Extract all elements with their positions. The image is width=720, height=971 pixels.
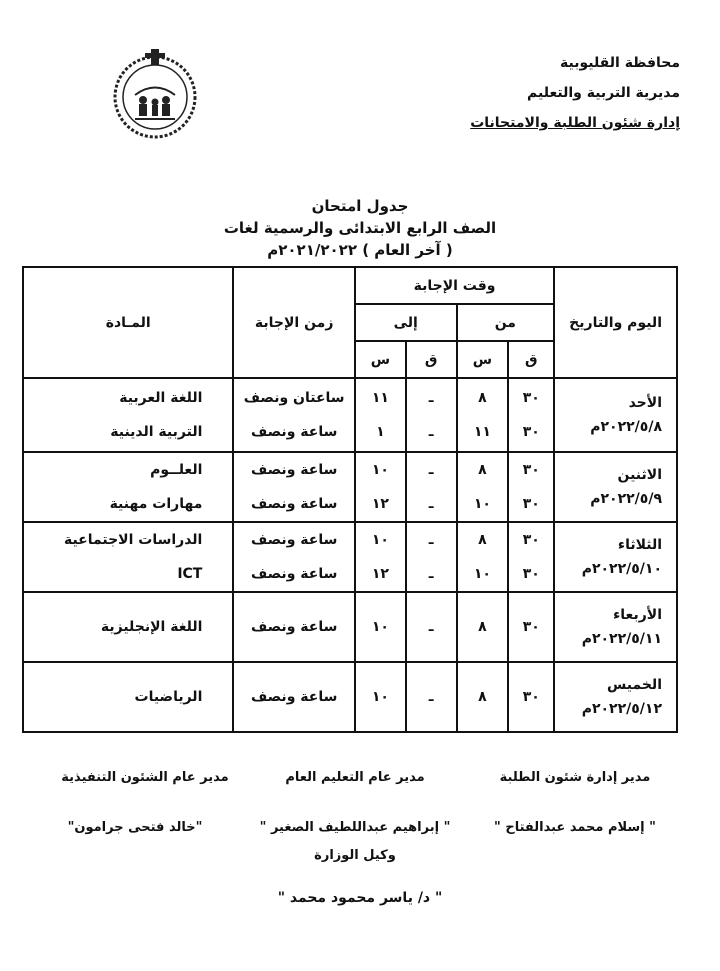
sig-general-education-title: مدير عام التعليم العام <box>285 770 425 785</box>
header-to-hours: س <box>355 341 406 378</box>
subject: اللغة العربية التربية الدينية <box>23 378 233 452</box>
day-date: ٢٠٢٢/٥/١٠م <box>581 561 662 577</box>
duration: ساعة ونصف ساعة ونصف <box>233 452 355 522</box>
to-minutes: ـ <box>406 592 457 662</box>
title-line-1: جدول امتحان <box>311 197 409 215</box>
day-cell <box>554 452 677 522</box>
header-organization <box>470 48 680 138</box>
to-minutes: ـ ـ <box>406 452 457 522</box>
governorate-label: محافظة القليوبية <box>560 55 680 71</box>
to-hours: ١٠ ١٢ <box>355 452 406 522</box>
day-name: الأربعاء <box>613 607 662 623</box>
exam-schedule-table <box>22 266 678 733</box>
header-duration: زمن الإجابة <box>233 267 355 378</box>
table-row <box>23 662 677 732</box>
document-titles <box>0 195 720 261</box>
to-minutes: ـ ـ <box>406 522 457 592</box>
day-name: الاثنين <box>617 467 662 483</box>
day-date: ٢٠٢٢/٥/١١م <box>581 631 662 647</box>
sig-executive-affairs-title: مدير عام الشئون التنفيذية <box>61 770 229 785</box>
from-minutes: ٣٠ <box>508 592 554 662</box>
header-from-hours: س <box>457 341 509 378</box>
from-minutes: ٣٠ ٣٠ <box>508 378 554 452</box>
header-from-minutes: ق <box>508 341 554 378</box>
to-hours: ١١ ١ <box>355 378 406 452</box>
table-row <box>23 522 677 592</box>
duration: ساعة ونصف <box>233 662 355 732</box>
subject: الدراسات الاجتماعية ICT <box>23 522 233 592</box>
header-to: إلى <box>355 304 457 341</box>
from-hours: ٨ <box>457 662 509 732</box>
to-hours: ١٠ <box>355 592 406 662</box>
duration: ساعة ونصف <box>233 592 355 662</box>
day-name: الثلاثاء <box>617 537 662 553</box>
from-minutes: ٣٠ ٣٠ <box>508 522 554 592</box>
table-row <box>23 378 677 452</box>
day-cell <box>554 522 677 592</box>
sig-student-affairs-name: " إسلام محمد عبدالفتاح " <box>494 820 656 835</box>
sig-deputy-name: " د/ ياسر محمود محمد " <box>277 890 443 906</box>
table-row <box>23 592 677 662</box>
sig-executive-affairs-name: "خالد فتحى جرامون" <box>67 820 203 835</box>
day-cell <box>554 378 677 452</box>
subject: اللغة الإنجليزية <box>23 592 233 662</box>
header-day-date: اليوم والتاريخ <box>554 267 677 378</box>
header-answer-time: وقت الإجابة <box>355 267 554 304</box>
to-hours: ١٠ <box>355 662 406 732</box>
header-from: من <box>457 304 555 341</box>
to-hours: ١٠ ١٢ <box>355 522 406 592</box>
subject: الرياضيات <box>23 662 233 732</box>
department-label: إدارة شئون الطلبة والامتحانات <box>470 115 680 131</box>
to-minutes: ـ ـ <box>406 378 457 452</box>
from-hours: ٨ <box>457 592 509 662</box>
title-line-3: ( آخر العام ) ٢٠٢١/٢٠٢٢م <box>267 241 453 259</box>
duration: ساعة ونصف ساعة ونصف <box>233 522 355 592</box>
emblem-logo-icon <box>105 45 205 145</box>
from-hours: ٨ ١٠ <box>457 452 509 522</box>
from-hours: ٨ ١١ <box>457 378 509 452</box>
directorate-label: مديرية التربية والتعليم <box>527 85 680 101</box>
day-date: ٢٠٢٢/٥/٨م <box>590 419 662 435</box>
header-to-minutes: ق <box>406 341 457 378</box>
from-hours: ٨ ١٠ <box>457 522 509 592</box>
day-name: الخميس <box>606 677 662 693</box>
day-cell <box>554 592 677 662</box>
day-name: الأحد <box>628 395 662 411</box>
sig-student-affairs-title: مدير إدارة شئون الطلبة <box>499 770 651 785</box>
sig-general-education-name: " إبراهيم عبداللطيف الصغير " <box>259 820 451 835</box>
from-minutes: ٣٠ <box>508 662 554 732</box>
header-subject: المـادة <box>23 267 233 378</box>
title-line-2: الصف الرابع الابتدائى والرسمية لغات <box>223 219 497 237</box>
from-minutes: ٣٠ ٣٠ <box>508 452 554 522</box>
day-date: ٢٠٢٢/٥/٩م <box>590 491 662 507</box>
table-row <box>23 452 677 522</box>
to-minutes: ـ <box>406 662 457 732</box>
day-cell <box>554 662 677 732</box>
day-date: ٢٠٢٢/٥/١٢م <box>581 701 662 717</box>
subject: العلــوم مهارات مهنية <box>23 452 233 522</box>
duration: ساعتان ونصف ساعة ونصف <box>233 378 355 452</box>
sig-deputy-title: وكيل الوزارة <box>314 848 396 863</box>
